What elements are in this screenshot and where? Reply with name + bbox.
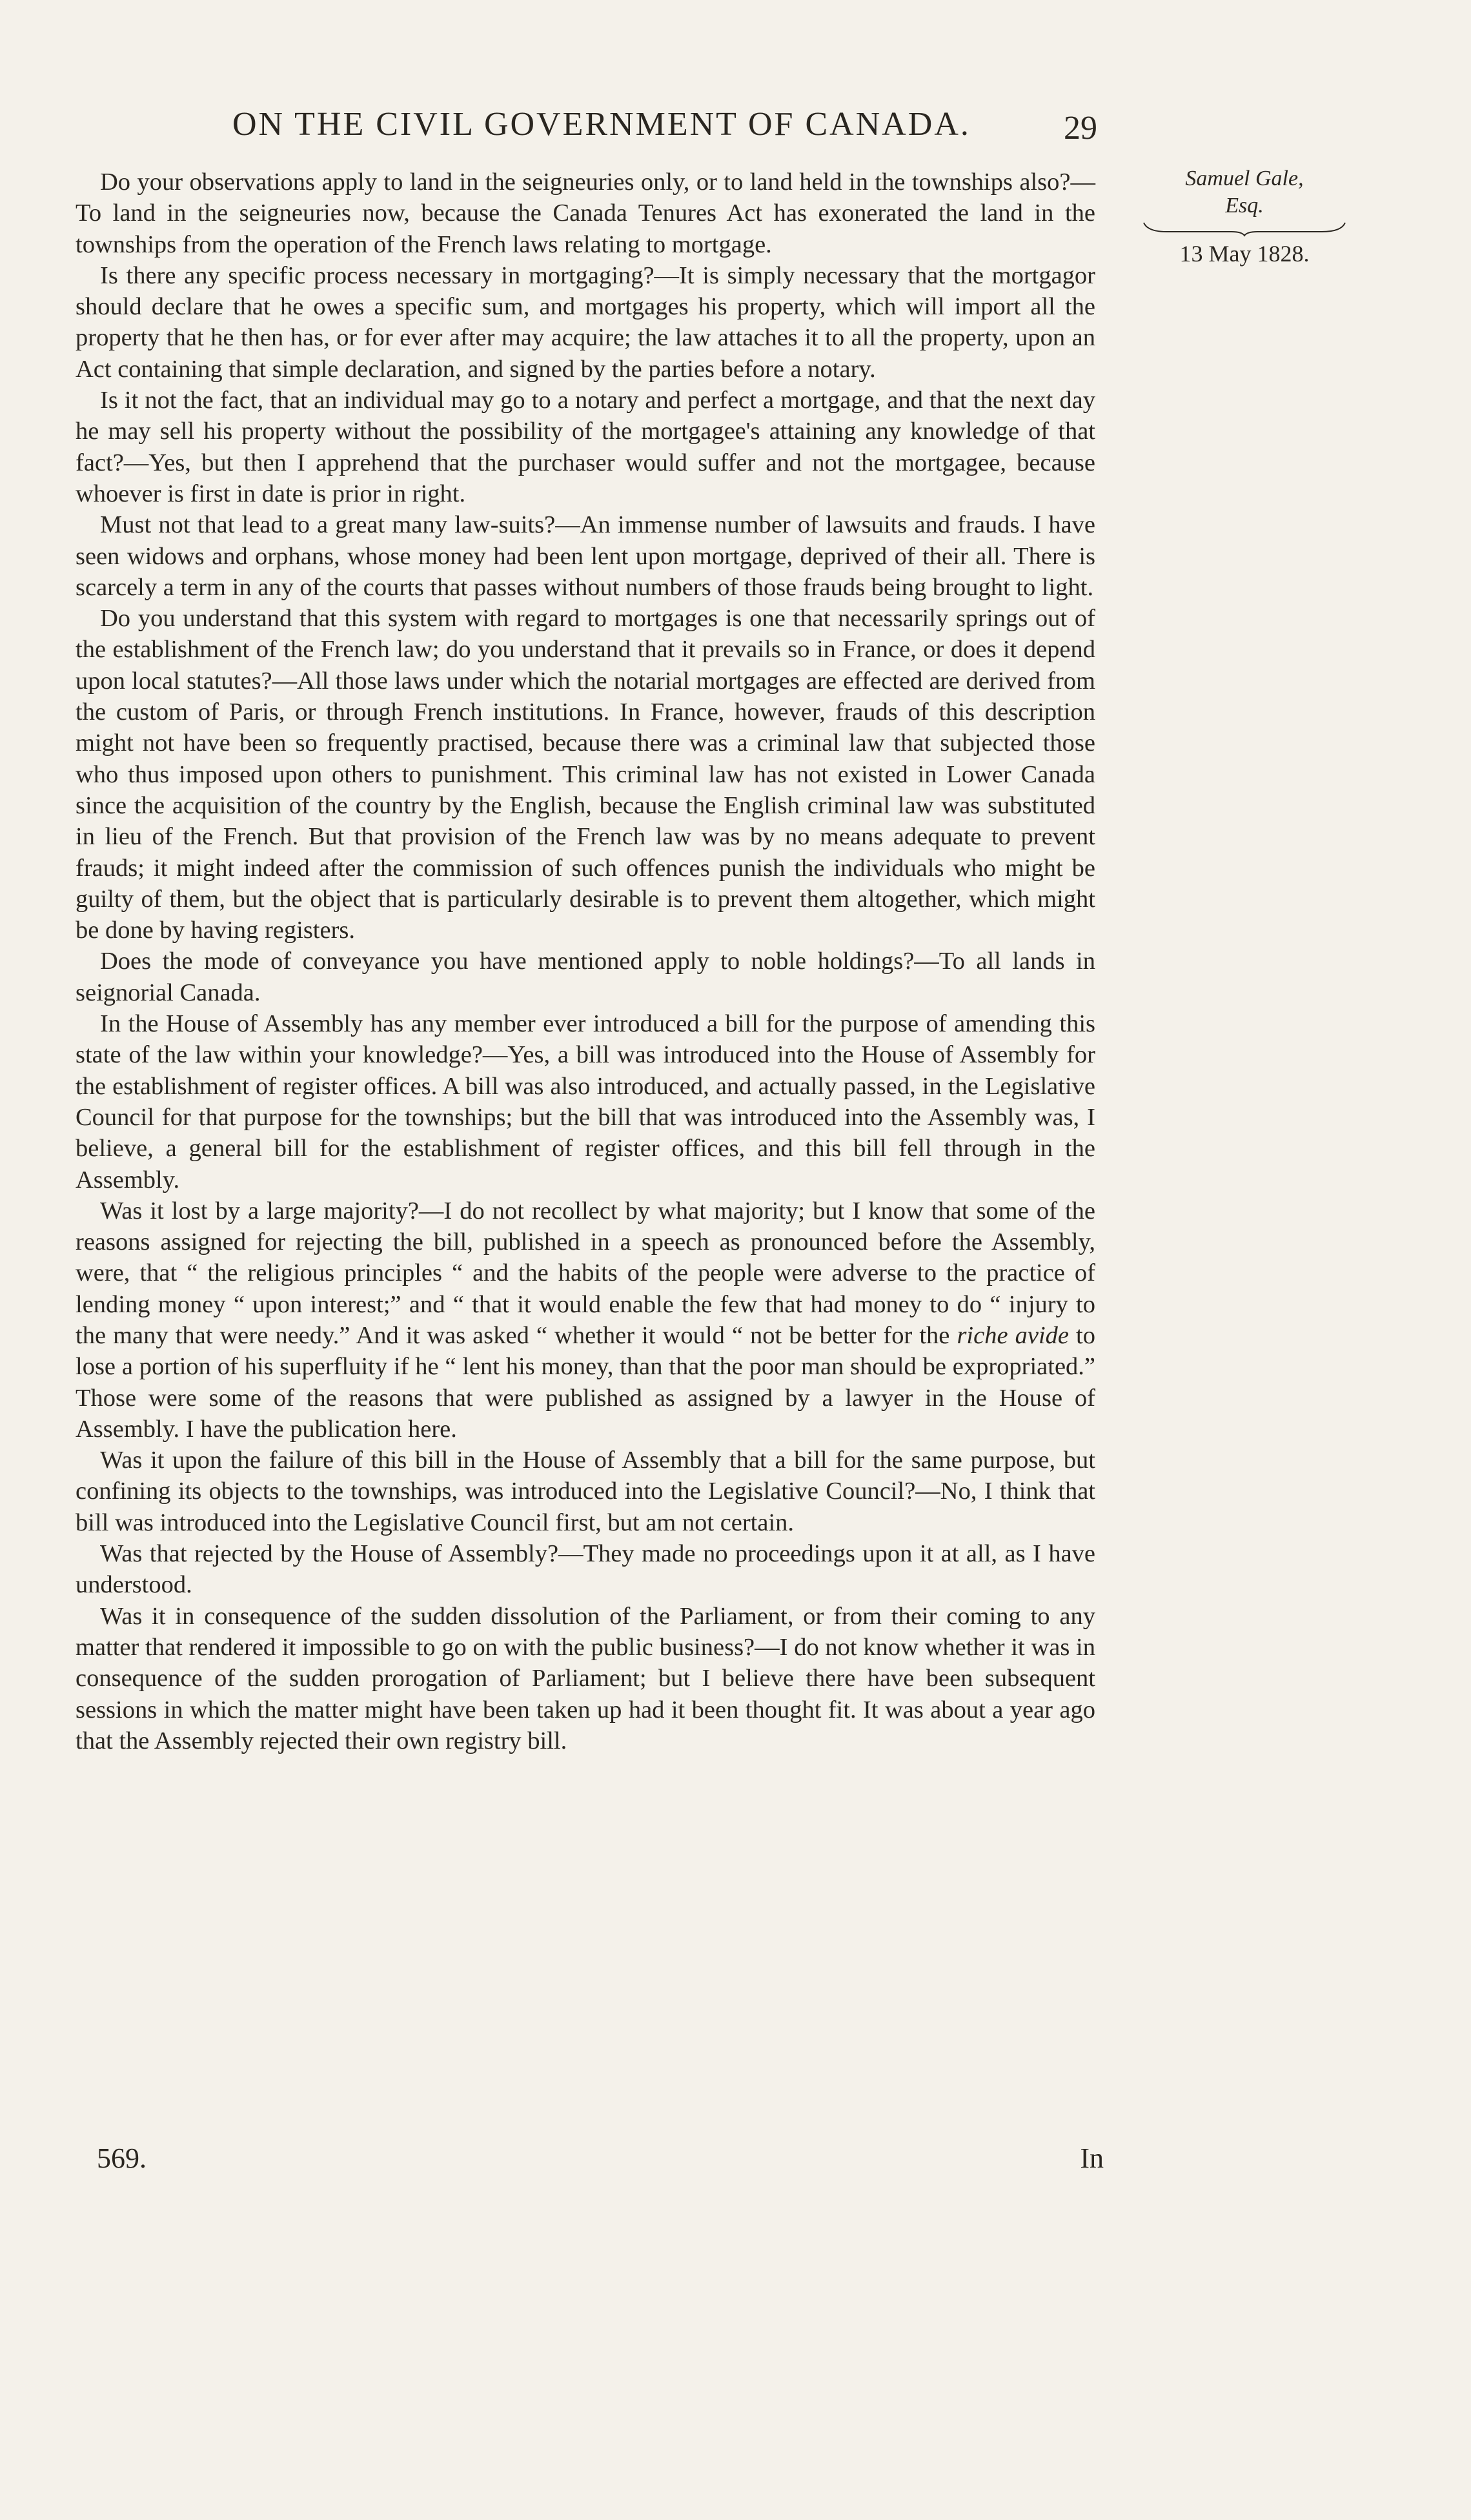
paragraph: Was it lost by a large majority?—I do not recollect by what majority; but I know that some of the reasons assigned for rejecting the bill, published in a speech as pronounced before the Assembly, were, that “ the religious principles “ and the habits of the people were adverse to the practice of lending money “ upon interest;” and “ that it would enable the few that had money to do “ injury to the many that were needy.” And it was asked “ whether it would “ not be better for the riche avide to lose a portion of his superfluity if he “ lent his money, than that the poor man should be expropriated.” Those were some of the reasons that were published as assigned by a lawyer in the House of Assembly. I have the publication here.: [76, 1197, 1095, 1443]
signature-mark: 569.: [97, 2142, 147, 2174]
paragraph: In the House of Assembly has any member ever introduced a bill for the purpose of amending this state of the law within your knowledge?—Yes, a bill was introduced into the House of Assembly for the establishment of register offices. A bill was also introduced, and actually passed, in the Legislative Council for that purpose for the townships; but the bill that was introduced into the Assembly was, I believe, a general bill for the establishment of register offices, and this bill fell through in the Assembly.: [76, 1010, 1095, 1194]
paragraph: Does the mode of conveyance you have mentioned apply to noble holdings?—To all lands in seignorial Canada.: [76, 948, 1095, 1006]
paragraph: Was it upon the failure of this bill in the House of Assembly that a bill for the same purpose, but confining its objects to the townships, was introduced into the Legislative Council?—No, I think that bill was introduced into the Legislative Council first, but am not certain.: [76, 1447, 1095, 1536]
catchword: In: [1080, 2142, 1104, 2174]
witness-suffix: Esq.: [1225, 194, 1264, 218]
italic-phrase: riche avide: [957, 1321, 1069, 1349]
page-footer: [97, 2142, 1104, 2187]
margin-note: [1122, 165, 1367, 269]
text-body: [76, 167, 1095, 1756]
paragraph: Is it not the fact, that an individual may go to a notary and perfect a mortgage, and that the next day he may sell his property without the possibility of the mortgagee's attaining any knowledge of that fact?—Yes, but then I apprehend that the purchaser would suffer and not the mortgagee, because whoever is first in date is prior in right.: [76, 387, 1095, 507]
paragraph: Do you understand that this system with regard to mortgages is one that necessarily springs out of the establishment of the French law; do you understand that it prevails so in France, or does it depend upon local statutes?—All those laws under which the notarial mortgages are effected are derived from the custom of Paris, or through French institutions. In France, however, frauds of this description might not have been so frequently practised, because there was a criminal law that subjected those who thus imposed upon others to punishment. This criminal law has not existed in Lower Canada since the acquisition of the country by the English, because the English criminal law was substituted in lieu of the French. But that provision of the French law was by no means adequate to prevent frauds; it might indeed after the commission of such offences punish the individuals who might be guilty of them, but the object that is particularly desirable is to prevent them altogether, which might be done by having registers.: [76, 605, 1095, 944]
paragraph: Do your observations apply to land in the seigneuries only, or to land held in the townships also?—To land in the seigneuries now, because the Canada Tenures Act has exonerated the land in the townships from the operation of the French laws relating to mortgage.: [76, 168, 1095, 258]
page-header: [77, 105, 1097, 163]
brace-icon: [1141, 220, 1348, 237]
testimony-date: 13 May 1828.: [1179, 241, 1310, 267]
running-head: ON THE CIVIL GOVERNMENT OF CANADA.: [232, 106, 971, 143]
paragraph: Was it in consequence of the sudden dissolution of the Parliament, or from their coming to any matter that rendered it impossible to go on with the public business?—I do not know whether it was in consequence of the sudden prorogation of Parliament; but I believe there have been subsequent sessions in which the matter might have been taken up had it been thought fit. It was about a year ago that the Assembly rejected their own registry bill.: [76, 1602, 1095, 1754]
paragraph: Must not that lead to a great many law-suits?—An immense number of lawsuits and frauds. I have seen widows and orphans, whose money had been lent upon mortgage, deprived of their all. There is scarcely a term in any of the courts that passes without numbers of those frauds being brought to light.: [76, 511, 1095, 601]
paragraph: Was that rejected by the House of Assembly?—They made no proceedings upon it at all, as I have understood.: [76, 1540, 1095, 1599]
paragraph: Is there any specific process necessary in mortgaging?—It is simply necessary that the mortgagor should declare that he owes a specific sum, and mortgages his property, which will import all the property that he then has, or for ever after may acquire; the law attaches it to all the property, upon an Act containing that simple declaration, and signed by the parties before a notary.: [76, 261, 1095, 383]
page-number: 29: [1064, 110, 1097, 147]
witness-name: Samuel Gale,: [1185, 167, 1304, 190]
